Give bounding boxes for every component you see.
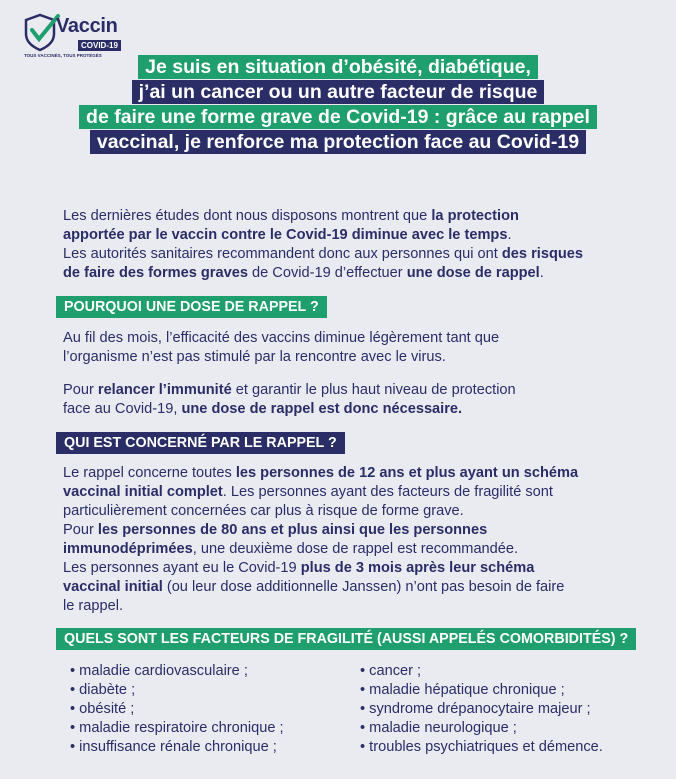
who-paragraph [63, 464, 653, 616]
intro-paragraph [63, 207, 653, 283]
intro-bold: de faire des formes graves [63, 265, 248, 281]
page-title [0, 55, 676, 155]
list-item: • troubles psychiatriques et démence. [360, 738, 603, 757]
who-text: le rappel. [63, 598, 124, 614]
logo-badge: COVID-19 [78, 40, 121, 51]
intro-bold: apportée par le vaccin contre le Covid-19 diminue avec le temps [63, 227, 508, 243]
who-text: Les personnes ayant eu le Covid-19 [63, 560, 301, 576]
why-text: Au fil des mois, l’efficacité des vaccins diminue légèrement tant que [63, 330, 500, 346]
title-line-1: Je suis en situation d’obésité, diabétique, [138, 55, 538, 79]
intro-bold: une dose de rappel [406, 265, 540, 281]
logo-name: Vaccin [56, 15, 118, 37]
who-bold: immunodéprimées [63, 541, 193, 557]
why-text: et garantir le plus haut niveau de protection [231, 382, 516, 398]
list-item: • maladie hépatique chronique ; [360, 681, 603, 700]
section-heading-why: POURQUOI UNE DOSE DE RAPPEL ? [56, 296, 327, 318]
list-item: • syndrome drépanocytaire majeur ; [360, 700, 603, 719]
who-bold: les personnes de 12 ans et plus ayant un schéma [235, 465, 579, 481]
list-item: • maladie cardiovasculaire ; [70, 662, 284, 681]
list-item: • diabète ; [70, 681, 284, 700]
vaccin-covid-logo [22, 12, 132, 60]
why-text: Pour [63, 382, 98, 398]
title-line-4: vaccinal, je renforce ma protection face au Covid-19 [90, 130, 586, 154]
intro-bold: des risques [501, 246, 584, 262]
why-paragraph-2 [63, 381, 653, 419]
who-bold: les personnes de 80 ans et plus ainsi que les personnes [97, 522, 488, 538]
why-bold: une dose de rappel est donc nécessaire. [181, 401, 463, 417]
factors-list-left [70, 662, 284, 757]
who-text: particulièrement concernées car plus à risque de forme grave. [63, 503, 464, 519]
intro-text: Les autorités sanitaires recommandent donc aux personnes qui ont [63, 246, 502, 262]
list-item: • obésité ; [70, 700, 284, 719]
intro-text: . [507, 227, 512, 243]
factors-list-right [360, 662, 603, 757]
who-text: , une deuxième dose de rappel est recommandée. [192, 541, 519, 557]
who-text: Pour [63, 522, 98, 538]
title-line-2: j’ai un cancer ou un autre facteur de risque [132, 80, 545, 104]
intro-text: . [539, 265, 544, 281]
intro-text: Les dernières études dont nous disposons montrent que [63, 208, 432, 224]
why-paragraph-1 [63, 329, 653, 367]
who-text: . Les personnes ayant des facteurs de fragilité sont [222, 484, 553, 500]
who-bold: plus de 3 mois après leur schéma [300, 560, 535, 576]
list-item: • maladie respiratoire chronique ; [70, 719, 284, 738]
section-heading-who: QUI EST CONCERNÉ PAR LE RAPPEL ? [56, 432, 345, 454]
why-text: face au Covid-19, [63, 401, 182, 417]
who-bold: vaccinal initial complet [63, 484, 223, 500]
logo-tagline: TOUS VACCINÉS, TOUS PROTÉGÉS [24, 53, 102, 58]
who-text: Le rappel concerne toutes [63, 465, 236, 481]
who-bold: vaccinal initial [63, 579, 163, 595]
intro-bold: la protection [431, 208, 519, 224]
intro-text: de Covid-19 d’effectuer [247, 265, 407, 281]
list-item: • cancer ; [360, 662, 603, 681]
why-text: l’organisme n’est pas stimulé par la rencontre avec le virus. [63, 349, 446, 365]
section-heading-factors: QUELS SONT LES FACTEURS DE FRAGILITÉ (AUSSI APPELÉS COMORBIDITÉS) ? [56, 628, 636, 650]
list-item: • insuffisance rénale chronique ; [70, 738, 284, 757]
who-text: (ou leur dose additionnelle Janssen) n’ont pas besoin de faire [162, 579, 565, 595]
list-item: • maladie neurologique ; [360, 719, 603, 738]
why-bold: relancer l’immunité [97, 382, 232, 398]
title-line-3: de faire une forme grave de Covid-19 : grâce au rappel [79, 105, 597, 129]
